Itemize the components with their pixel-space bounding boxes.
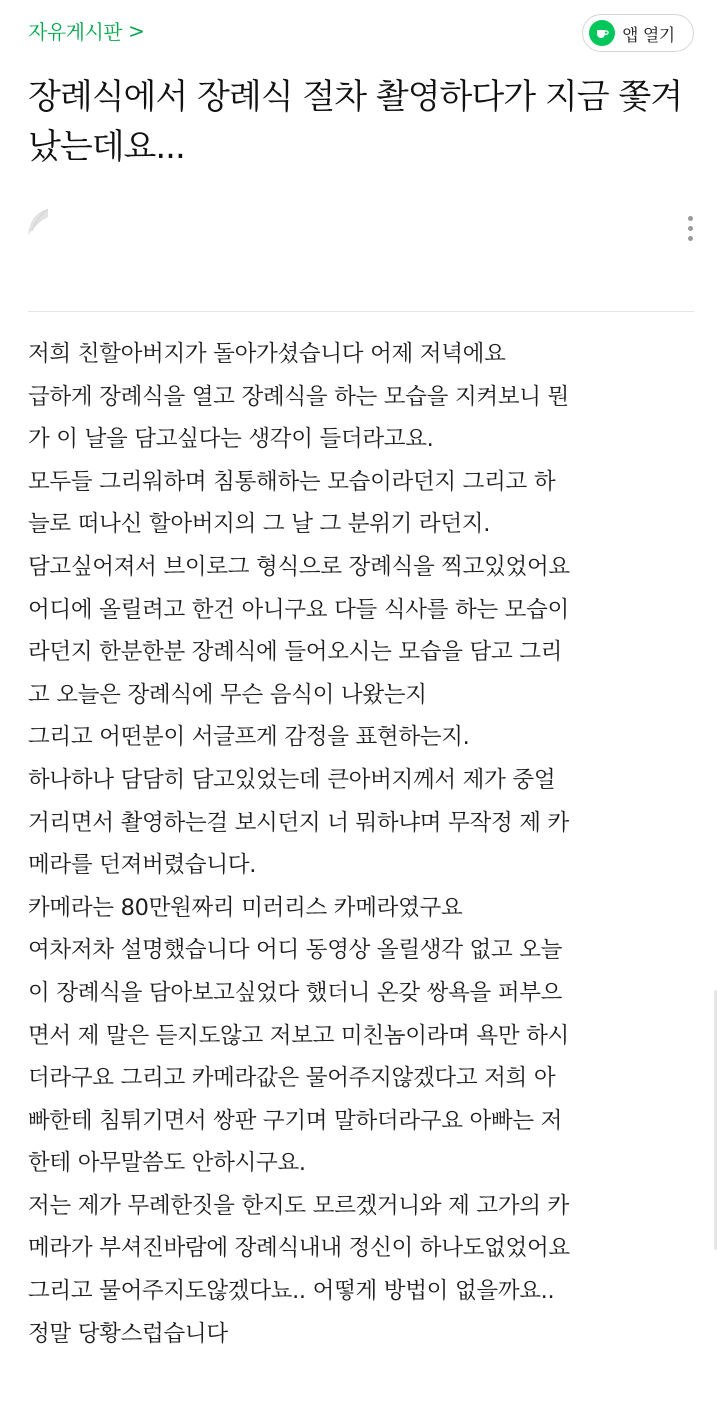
post-body-line: 더라구요 그리고 카메라값은 물어주지않겠다고 저희 아 — [28, 1065, 556, 1092]
more-dot — [688, 226, 693, 231]
post-body-line: 카메라는 80만원짜리 미러리스 카메라였구요 — [28, 894, 463, 921]
post-body-line: 여차저차 설명했습니다 어디 동영상 올릴생각 없고 오늘 — [28, 937, 563, 964]
post-body — [28, 333, 708, 1355]
more-dot — [688, 236, 693, 241]
post-body-line: 정말 당황스럽습니다 — [28, 1320, 228, 1347]
post-body-line: 메라를 던져버렸습니다. — [28, 852, 257, 879]
scrollbar[interactable] — [714, 990, 717, 1250]
post-body-line: 메라가 부셔진바람에 장례식내내 정신이 하나도없었어요 — [28, 1235, 570, 1262]
post-title: 장례식에서 장례식 절차 촬영하다가 지금 쫓겨났는데요... — [28, 77, 683, 167]
post-body-line: 그리고 어떤분이 서글프게 감정을 표현하는지. — [28, 724, 470, 751]
post-body-line: 늘로 떠나신 할아버지의 그 날 그 분위기 라던지. — [28, 511, 491, 538]
post-body-line: 거리면서 촬영하는걸 보시던지 너 뭐하냐며 무작정 제 카 — [28, 809, 569, 836]
post-body-line: 가 이 날을 담고싶다는 생각이 들더라고요. — [28, 426, 434, 453]
post-body-line: 빠한테 침튀기면서 쌍판 구기며 말하더라구요 아빠는 저 — [28, 1107, 563, 1134]
more-dot — [688, 216, 693, 221]
board-link[interactable] — [28, 16, 144, 45]
post-body-line: 면서 제 말은 듣지도않고 저보고 미친놈이라며 욕만 하시 — [28, 1022, 569, 1049]
post-body-line: 라던지 한분한분 장례식에 들어오시는 모습을 담고 그리 — [28, 639, 563, 666]
post-body-line: 담고싶어져서 브이로그 형식으로 장례식을 찍고있었어요 — [28, 553, 570, 580]
open-app-button[interactable] — [582, 14, 694, 52]
post-body-line: 모두들 그리워하며 침통해하는 모습이라던지 그리고 하 — [28, 468, 556, 495]
post-body-line: 한테 아무말씀도 안하시구요. — [28, 1150, 306, 1177]
post-body-line: 이 장례식을 담아보고싶었다 했더니 온갖 쌍욕을 퍼부으 — [28, 979, 563, 1006]
chevron-right-icon: > — [128, 18, 145, 43]
default-avatar-icon[interactable] — [26, 207, 50, 239]
post-body-line: 급하게 장례식을 열고 장례식을 하는 모습을 지켜보니 뭔 — [28, 383, 569, 410]
post-body-line: 저는 제가 무례한짓을 한지도 모르겠거니와 제 고가의 카 — [28, 1192, 569, 1219]
more-vertical-icon[interactable] — [680, 208, 700, 248]
post-body-line: 어디에 올릴려고 한건 아니구요 다들 식사를 하는 모습이 — [28, 596, 569, 623]
naver-cafe-cup-icon — [589, 20, 615, 46]
header-divider — [28, 311, 694, 312]
top-bar — [0, 0, 728, 70]
open-app-label: 앱 열기 — [622, 25, 675, 46]
post-body-line: 고 오늘은 장례식에 무슨 음식이 나왔는지 — [28, 681, 427, 708]
post-body-line: 그리고 물어주지도않겠다뇨.. 어떻게 방법이 없을까요.. — [28, 1278, 555, 1305]
board-name: 자유게시판 — [28, 20, 123, 44]
post-body-line: 하나하나 담담히 담고있었는데 큰아버지께서 제가 중얼 — [28, 766, 556, 793]
post-body-line: 저희 친할아버지가 돌아가셨습니다 어제 저녁에요 — [28, 341, 506, 367]
